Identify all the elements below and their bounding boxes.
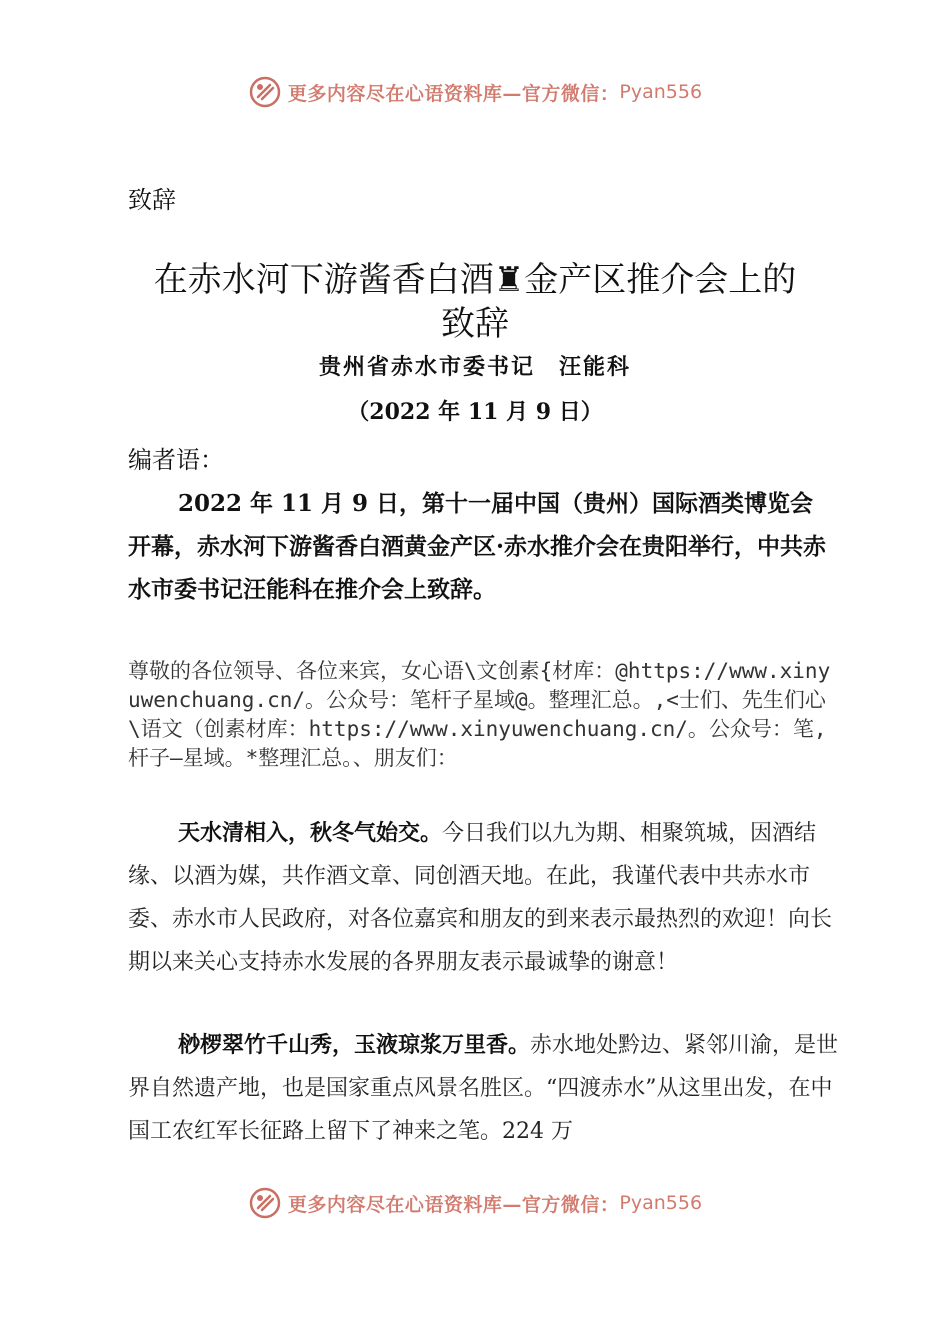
editor-note-label: 编者语： — [128, 446, 224, 474]
paragraph-text: 赤水地处黔边、紧邻川渝，是世界自然遗产地，也是国家重点风景名胜区。“四渡赤水”从这里出发，在中国工农红军长征路上留下了神来之笔。224 万 — [128, 1033, 839, 1144]
banner-wechat-id: Pyan556 — [619, 1192, 703, 1214]
header-watermark-banner — [0, 72, 950, 112]
paragraph-lead: 天水清相入，秋冬气始交。 — [178, 821, 443, 846]
date-line: （2022 年 11 月 9 日） — [347, 399, 603, 425]
paragraph-lead: 桫椤翠竹千山秀，玉液琼浆万里香。 — [178, 1033, 531, 1058]
seal-logo-icon — [248, 1186, 282, 1220]
banner-text: 更多内容尽在心语资料库—官方微信： — [287, 82, 620, 105]
greeting-text: 尊敬的各位领导、各位来宾，女心语\文创素{材库：@https://www.xinyuwenchuang.cn/。公众号：笔杆子星域@。整理汇总。,<士们、先生们心\语文（创素材库：https://www.xinyuwenchuang.cn/。公众号：笔,杆子—星域。*整理汇总。、朋友们： — [128, 659, 831, 770]
document-title — [0, 258, 950, 346]
paragraph-text: 今日我们以九为期、相聚筑城，因酒结缘、以酒为媒，共作酒文章、同创酒天地。在此，我谨代表中共赤水市委、赤水市人民政府，对各位嘉宾和朋友的到来表示最热烈的欢迎！向长期以来关心支持赤水发展的各界朋友表示最诚挚的谢意！ — [128, 821, 833, 975]
footer-watermark-banner — [0, 1183, 950, 1223]
title-line-1: 在赤水河下游酱香白酒♜金产区推介会上的 — [153, 260, 797, 300]
body-paragraph-2 — [128, 1024, 840, 1153]
seal-logo-icon — [248, 75, 282, 109]
title-line-2: 致辞 — [441, 304, 509, 344]
author-line: 贵州省赤水市委书记 汪能科 — [318, 354, 631, 380]
banner-text: 更多内容尽在心语资料库—官方微信： — [287, 1193, 620, 1216]
editor-note-text: 2022 年 11 月 9 日，第十一届中国（贵州）国际酒类博览会开幕，赤水河下游酱香白酒黄金产区·赤水推介会在贵阳举行，中共赤水市委书记汪能科在推介会上致辞。 — [128, 490, 827, 603]
banner-wechat-id: Pyan556 — [619, 81, 703, 103]
body-paragraph-1 — [128, 812, 840, 984]
section-label: 致辞 — [128, 186, 176, 214]
